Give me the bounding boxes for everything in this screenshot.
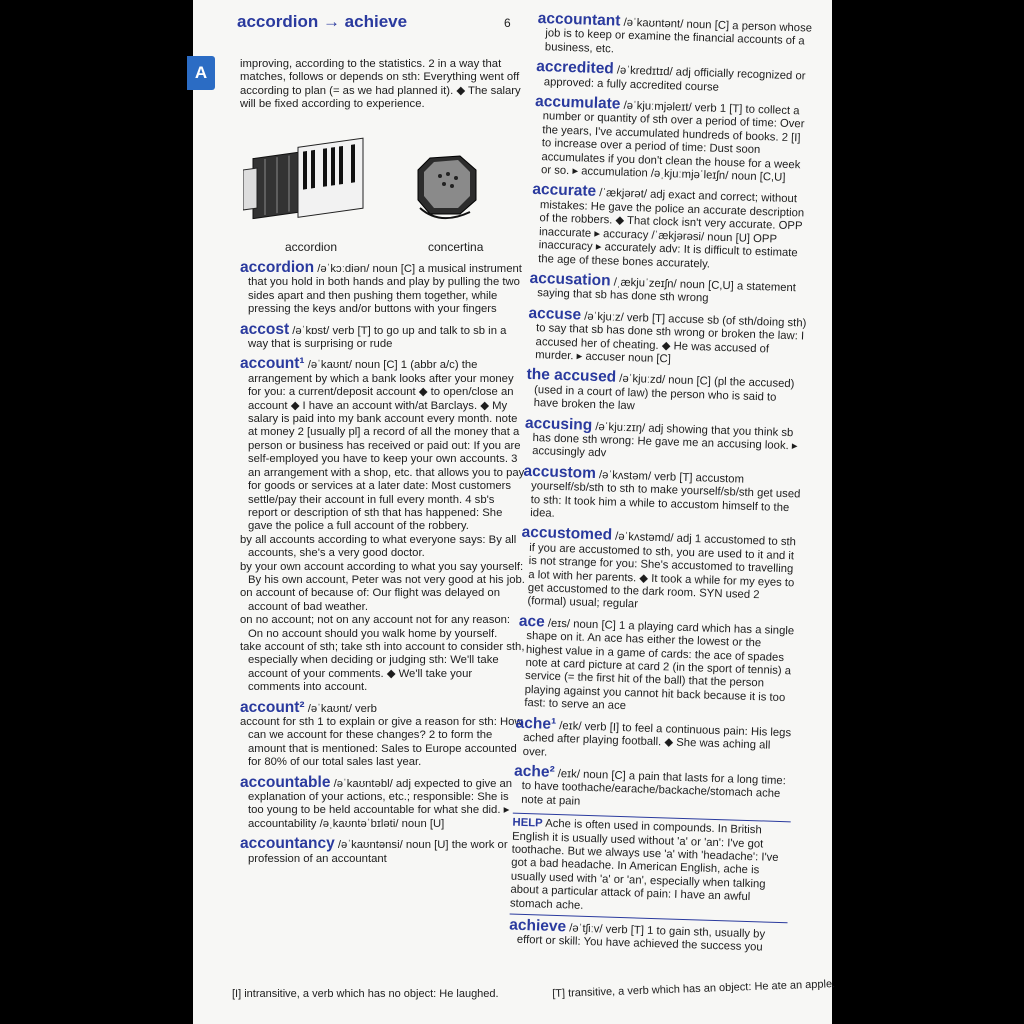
account1-idiom: by all accounts according to what everyone says: By all accounts, she's a very good doctor.: [240, 533, 517, 560]
entry-the-accused: the accused /əˈkjuːzd/ noun [C] (pl the accused) (used in a court of law) the person who is said to have broken the law: [526, 366, 795, 413]
entry-accustom: accustom /əˈkʌstəm/ verb [T] accustom yourself/sb/sth to sth to make yourself/sb/sth get used to sth: It took him a while to accustom himself to the idea.: [523, 462, 801, 520]
help-label: HELP: [512, 816, 543, 830]
entry-achieve: achieve /əˈtʃiːv/ verb [T] 1 to gain sth, usually by effort or skill: You have achieved the success you: [509, 916, 766, 954]
entry-accusation: accusation /ˌækjuˈzeɪʃn/ noun [C,U] a statement saying that sb has done sth wrong: [529, 269, 797, 305]
entry-accountant: accountant /əˈkaʊntənt/ noun [C] a person whose job is to keep or examine the financial accounts of a business, etc.: [537, 10, 813, 56]
account1-no-account: on no account; not on any account not for any reason: On no account should you walk home by yourself.: [240, 614, 511, 640]
left-column-entries: [240, 261, 526, 872]
footer-transitive: [T] transitive, a verb which has an object: He ate an apple.: [552, 978, 836, 1000]
thumb-index-tab: A: [187, 56, 215, 90]
left-column: [240, 58, 526, 118]
entry-accost: accost /əˈkɒst/ verb [T] to go up and talk to sb in a way that is surprising or rude: [240, 320, 507, 351]
entry-accuse: accuse /əˈkjuːz/ verb [T] accuse sb (of sth/doing sth) to say that sb has done sth wrong or broken the law: I accused her of cheating. ◆ He was accused of murder. ▸ accuser noun [C]: [528, 304, 807, 366]
entry-accusing: accusing /əˈkjuːzɪŋ/ adj showing that you think sb has done sth wrong: He gave me an accusing look. ▸ accusingly adv: [524, 414, 798, 460]
entry-accordion: accordion /əˈkɔːdiən/ noun [C] a musical instrument that you hold in both hands and play by pulling the two sides apart and then pushing them together, while pressing the keys and/or buttons with your fingers: [240, 259, 522, 316]
accordion-illustration: [243, 130, 403, 230]
help-note: [510, 813, 791, 924]
entry-accredited: accredited /əˈkredɪtɪd/ adj officially recognized or approved: a fully accredited course: [536, 58, 806, 94]
account2-phrasal: account for sth 1 to explain or give a reason for sth: How can we account for these changes? 2 to form the amount that is mentioned: Sales to Europe accounted for 80% of our total sales last year.: [240, 716, 523, 769]
background-right: [832, 0, 1024, 1024]
page-number: 6: [504, 16, 511, 30]
accordion-caption: accordion: [285, 240, 338, 254]
account1-own: by your own account according to what you say yourself: By his own account, Peter was not very good at his job.: [240, 560, 525, 586]
entry-accountable: accountable /əˈkaʊntəbl/ adj expected to give an explanation of your actions, etc.; responsible: She is too young to be held accountable for what she did. ▸ accountability /əˌkaʊntəˈbɪləti/ noun [U]: [240, 773, 513, 830]
entry-account2: account² /əˈkaʊnt/ verb account for sth 1 to explain or give a reason for sth: How can we account for these changes? 2 to form the amount that is mentioned: Sales to Europe accounted for 80% of our total sales last year.: [240, 701, 526, 770]
page-header: accordion → achieve: [237, 12, 408, 31]
right-column: [508, 12, 815, 962]
entry-account1: account¹ /əˈkaʊnt/ noun [C] 1 (abbr a/c) the arrangement by which a bank looks after your money for you: a current/deposit account ◆ to open/close an account ◆ I have an account with/at Barclays. ◆ My salary is paid into my bank account every month. note at money 2 [usually pl] a record of all the money that a person or business has received or paid out: If you are self-employed you have to keep your own accounts. 3 an arrangement with a shop, etc. that allows you to pay for goods or services at a later date: Most customers settle/pay their account in full every month. 4 sb's report or description of sth that has happened: She gave the police a full account of the robbery. by all accounts according to what everyone says: By all accounts, she's a very good doctor. by your own account according to what you say yourself: By his own account, Peter was not very good at his job. on account of because of: Our flight was delayed on account of bad weather. on no account; not on any account not for any reason: On no account should you walk home by yourself. take account of sth; take sth into account to consider sth, especially when deciding or judging sth: We'll take account of your comments. ◆ We'll take your comments into account.: [240, 355, 525, 694]
concertina-illustration: [410, 148, 490, 228]
account1-take-account: take account of sth; take sth into account to consider sth, especially when deciding or judging sth: We'll take account of your comments. ◆ We'll take your comments into account.: [240, 640, 525, 694]
entry-accustomed: accustomed /əˈkʌstəmd/ adj 1 accustomed to sth if you are accustomed to sth, you are used to it and it is not strange for you: She's accustomed to travelling a lot with her parents. ◆ It took a while for my eyes to get accustomed to the dark room. SYN used 2 (formal) usual; regular: [521, 524, 797, 611]
entry-accumulate: accumulate /əˈkjuːmjəleɪt/ verb 1 [T] to collect a number or quantity of sth over a period of time: Over the years, I've accumulated hundreds of books. 2 [I] to increase over a period of time: Dust soon accumulates if you don't clean the house for a week or so. ▸ accumulation /əˌkjuːmjəˈleɪʃn/ noun [C,U]: [534, 92, 805, 184]
help-text: Ache is often used in compounds. In British English it is usually used without 'a' or 'an': I've got toothache. But we always use 'a' with 'headache': I've got a bad headache. In American English, ache is usually used with 'a' or 'an', especially when talking about a particular attack of pain: I have an awful stomach ache.: [509, 817, 779, 912]
entry-ache2: ache² /eɪk/ noun [C] a pain that lasts for a long time: to have toothache/earache/backache/stomach ache note at pain: [513, 762, 786, 808]
concertina-caption: concertina: [428, 240, 484, 254]
account1-on-account: on account of because of: Our flight was delayed on account of bad weather.: [240, 587, 500, 613]
intro-text: improving, according to the statistics. 2 in a way that matches, follows or depends on sth: Everything went off according to plan (= as we had planned it). ◆ The salary will be fixed according to experience.: [240, 58, 521, 111]
entry-ace: ace /eɪs/ noun [C] 1 a playing card which has a single shape on it. An ace has either the lowest or the highest value in a game of cards: the ace of spades note at card picture at card 2 (in the sport of tennis) a service (= the first hit of the ball) that the person playing against you cannot hit back because it is too fast: to serve an ace: [518, 612, 795, 713]
background-left: [0, 0, 193, 1024]
footer-intransitive: [I] intransitive, a verb which has no object: He laughed.: [232, 988, 499, 1000]
entry-accurate: accurate /ˈækjərət/ adj exact and correct; without mistakes: He gave the police an accurate description of the robbers. ◆ That clock isn't very accurate. OPP inaccurate ▸ accuracy /ˈækjərəsi/ noun [U] OPP inaccuracy ▸ accurately adv: It is difficult to estimate the age of these bones accurately.: [532, 181, 805, 271]
entry-accountancy: accountancy /əˈkaʊntənsi/ noun [U] the work or profession of an accountant: [240, 835, 508, 865]
entry-ache1: ache¹ /eɪk/ verb [I] to feel a continuous pain: His legs ached after playing football. ◆ She was aching all over.: [515, 714, 792, 759]
